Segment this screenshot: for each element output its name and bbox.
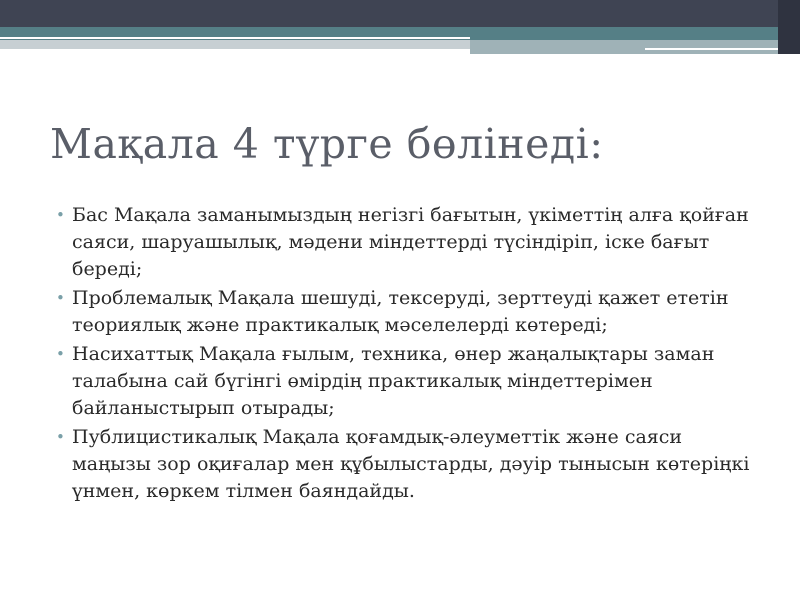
bullet-icon: • [56,289,65,307]
header-corner-block [778,0,800,54]
header-band-dark [0,0,800,27]
bullet-item [56,341,756,422]
bullet-text: Бас Мақала заманымыздың негізгі бағытын, үкіметтің алға қойған саяси, шаруашылық, мәдени міндеттерді түсіндіріп, іске бағыт береді; [72,204,749,280]
header-band-light-left [0,40,470,49]
header-divider-line [0,37,470,39]
header-divider-line-right [645,48,785,50]
bullet-text: Публицистикалық Мақала қоғамдық-әлеуметтік және саяси маңызы зор оқиғалар мен құбылыстарды, дәуір тынысын көтеріңкі үнмен, көркем тілмен баяндайды. [72,426,750,502]
bullet-list [56,202,756,507]
header-band-light-right [470,40,800,54]
bullet-item [56,424,756,505]
bullet-icon: • [56,345,65,363]
bullet-icon: • [56,206,65,224]
bullet-text: Насихаттық Мақала ғылым, техника, өнер жаңалықтары заман талабына сай бүгінгі өмірдің практикалық міндеттерімен байланыстырып отырады; [72,343,715,419]
bullet-text: Проблемалық Мақала шешуді, тексеруді, зерттеуді қажет ететін теориялық және практикалық мәселелерді көтереді; [72,287,729,336]
bullet-item [56,202,756,283]
bullet-item [56,285,756,339]
slide-title: Мақала 4 түрге бөлінеді: [50,120,604,168]
bullet-icon: • [56,428,65,446]
